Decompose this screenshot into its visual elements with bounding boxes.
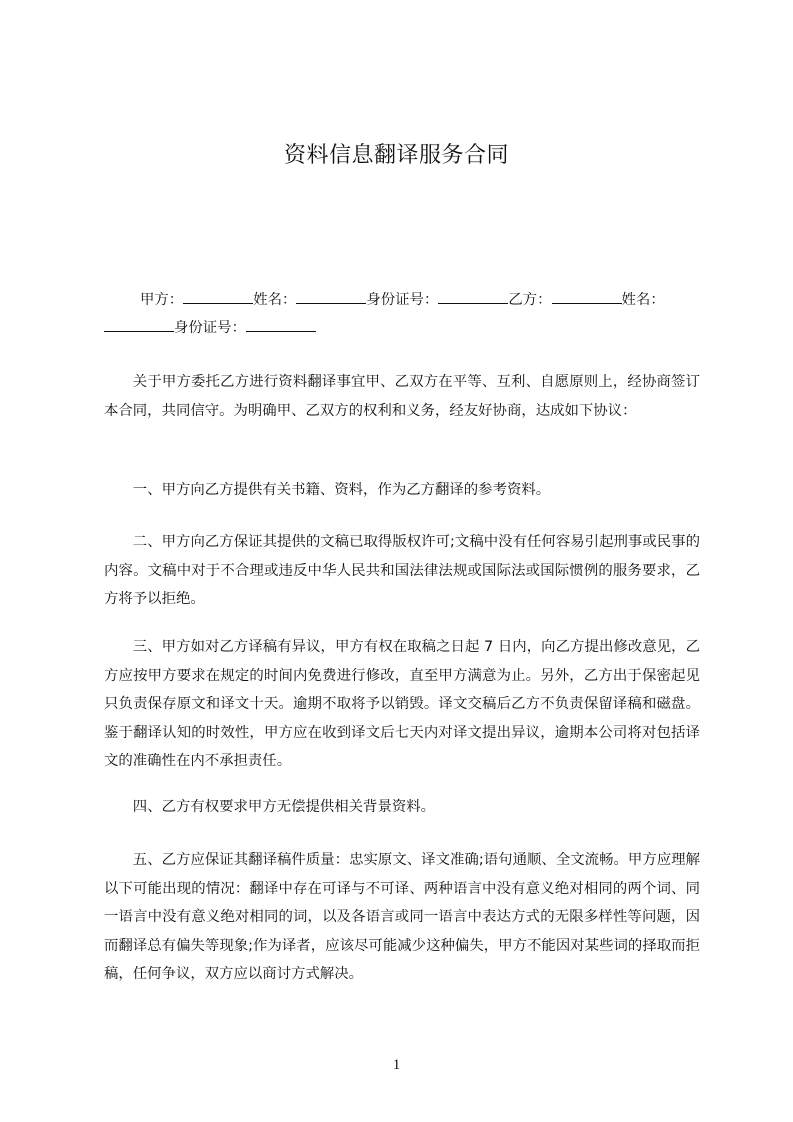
clause-2: 二、甲方向乙方保证其提供的文稿已取得版权许可;文稿中没有任何容易引起刑事或民事的内容。文稿中对于不合理或违反中华人民共和国法律法规或国际法或国际惯例的服务要求，乙方将予以拒绝。 [104,534,700,607]
party-a-blank[interactable] [183,289,253,304]
id-label-2: 身份证号： [174,320,246,336]
id-blank-1[interactable] [438,289,508,304]
clause-4: 四、乙方有权要求甲方无偿提供相关背景资料。 [132,799,436,815]
preamble-paragraph: 关于甲方委托乙方进行资料翻译事宜甲、乙双方在平等、互利、自愿原则上，经协商签订本合同，共同信守。为明确甲、乙双方的权利和义务，经友好协商，达成如下协议： [104,374,700,419]
parties-line-2 [104,314,704,343]
name-label-1: 姓名： [253,292,297,308]
party-a-label: 甲方： [140,292,184,308]
clause-3: 三、甲方如对乙方译稿有异议，甲方有权在取稿之日起 7 日内，向乙方提出修改意见，乙方应按甲方要求在规定的时间内免费进行修改，直至甲方满意为止。另外，乙方出于保密起见只负责保存原文和译文十天。逾期不取将予以销毁。译文交稿后乙方不负责保留译稿和磁盘。鉴于翻译认知的时效性，甲方应在收到译文后七天内对译文提出异议，逾期本公司将对包括译文的准确性在内不承担责任。 [104,639,700,769]
document-title: 资料信息翻译服务合同 [283,143,509,168]
name-blank-2[interactable] [104,317,174,332]
party-b-label: 乙方： [508,292,552,308]
clause-5: 五、乙方应保证其翻译稿件质量：忠实原文、译文准确;语句通顺、全文流畅。甲方应理解以下可能出现的情况：翻译中存在可译与不可译、两种语言中没有意义绝对相同的两个词、同一语言中没有意义绝对相同的词，以及各语言或同一语言中表达方式的无限多样性等问题，因而翻译总有偏失等现象;作为译者，应该尽可能减少这种偏失，甲方不能因对某些词的择取而拒稿，任何争议，双方应以商讨方式解决。 [104,852,700,982]
id-label-1: 身份证号： [366,292,439,308]
page-number: 1 [392,1057,401,1073]
parties-line-1 [104,286,704,315]
id-blank-2[interactable] [246,317,316,332]
party-b-blank[interactable] [552,289,622,304]
name-label-2: 姓名： [621,292,665,308]
name-blank-1[interactable] [296,289,366,304]
clause-1: 一、甲方向乙方提供有关书籍、资料，作为乙方翻译的参考资料。 [132,482,551,498]
